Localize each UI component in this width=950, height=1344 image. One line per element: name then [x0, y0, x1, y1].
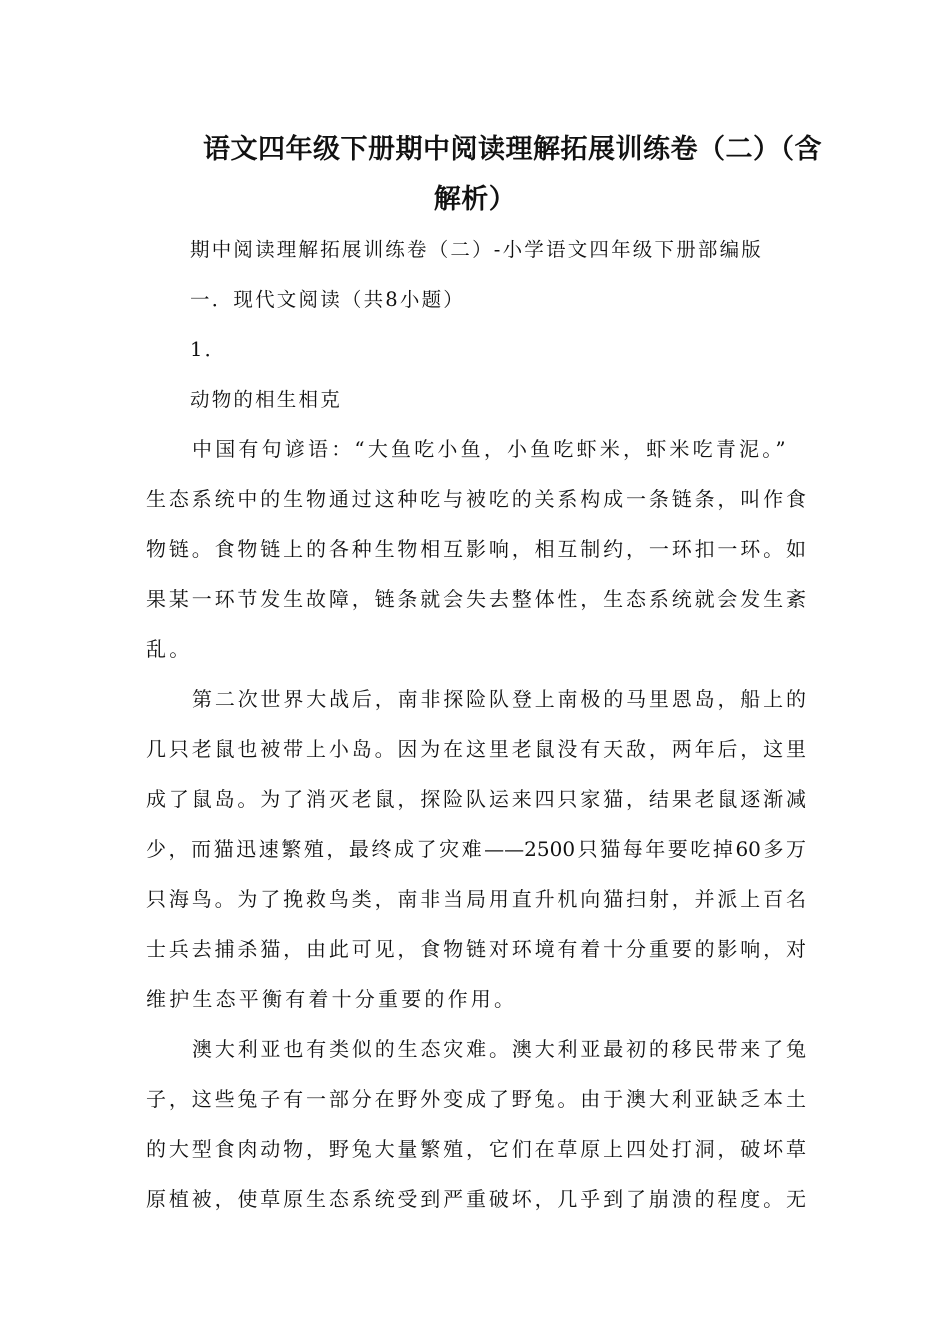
paragraph-1-line-5: 乱。	[146, 637, 193, 661]
document-subtitle: 期中阅读理解拓展训练卷（二）-小学语文四年级下册部编版	[190, 238, 763, 261]
document-title-line-1: 语文四年级下册期中阅读理解拓展训练卷（二）（含	[203, 134, 822, 165]
paragraph-2-line-3: 成了鼠岛。为了消灭老鼠，探险队运来四只家猫，结果老鼠逐渐减	[146, 787, 806, 811]
section-heading: 一．现代文阅读（共8小题）	[190, 288, 466, 311]
document-title-line-2: 解析）	[433, 184, 517, 215]
paragraph-3-line-4: 原植被，使草原生态系统受到严重破坏，几乎到了崩溃的程度。无	[146, 1187, 806, 1211]
paragraph-1-line-2: 生态系统中的生物通过这种吃与被吃的关系构成一条链条，叫作食	[146, 487, 806, 511]
paragraph-1-line-3: 物链。食物链上的各种生物相互影响，相互制约，一环扣一环。如	[146, 537, 806, 561]
paragraph-2-line-6: 士兵去捕杀猫，由此可见，食物链对环境有着十分重要的影响，对	[146, 937, 806, 961]
question-number: 1．	[190, 338, 227, 361]
paragraph-2-line-4: 少，而猫迅速繁殖，最终成了灾难——2500只猫每年要吃掉60多万	[146, 837, 806, 861]
paragraph-2-line-2: 几只老鼠也被带上小岛。因为在这里老鼠没有天敌，两年后，这里	[146, 737, 806, 761]
paragraph-2-line-7: 维护生态平衡有着十分重要的作用。	[146, 987, 518, 1011]
paragraph-3-line-3: 的大型食肉动物，野兔大量繁殖，它们在草原上四处打洞，破坏草	[146, 1137, 806, 1161]
paragraph-3-line-1: 澳大利亚也有类似的生态灾难。澳大利亚最初的移民带来了兔	[192, 1037, 806, 1061]
paragraph-3-line-2: 子，这些兔子有一部分在野外变成了野兔。由于澳大利亚缺乏本土	[146, 1087, 806, 1111]
paragraph-1-line-4: 果某一环节发生故障，链条就会失去整体性，生态系统就会发生紊	[146, 587, 806, 611]
paragraph-2-line-5: 只海鸟。为了挽救鸟类，南非当局用直升机向猫扫射，并派上百名	[146, 887, 806, 911]
paragraph-1-line-1: 中国有句谚语：“大鱼吃小鱼，小鱼吃虾米，虾米吃青泥。”	[192, 437, 789, 461]
paragraph-2-line-1: 第二次世界大战后，南非探险队登上南极的马里恩岛，船上的	[192, 687, 806, 711]
passage-title: 动物的相生相克	[190, 388, 342, 411]
